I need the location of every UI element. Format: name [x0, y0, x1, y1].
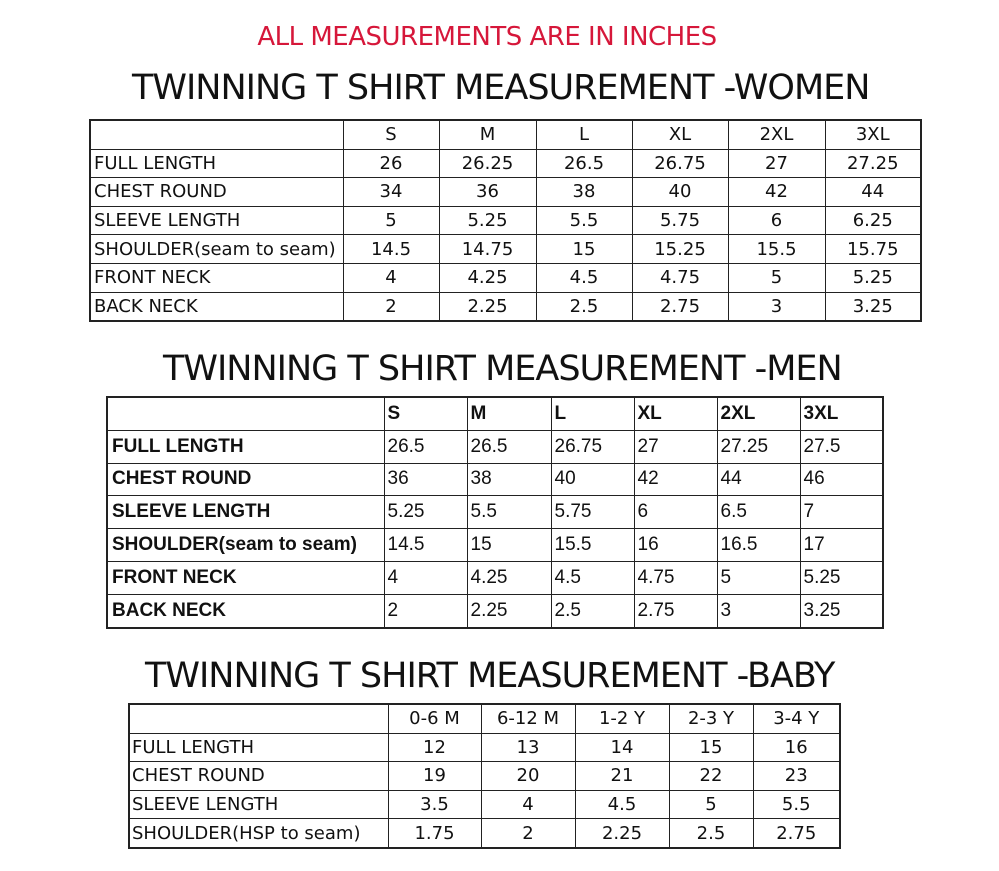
measurement-value-cell: 2.5 [669, 819, 753, 848]
size-header-cell: 0-6 M [388, 704, 481, 733]
header-corner-cell [129, 704, 388, 733]
men-title: TWINNING T SHIRT MEASUREMENT -MEN [163, 349, 842, 389]
size-header-cell: 6-12 M [481, 704, 575, 733]
header-corner-cell [107, 397, 384, 430]
measurement-value-cell: 7 [800, 496, 883, 529]
measurement-value-cell: 6 [634, 496, 717, 529]
size-header-cell: S [384, 397, 467, 430]
men-size-table [106, 396, 884, 629]
measurement-label-cell: BACK NECK [90, 292, 343, 321]
measurement-value-cell: 15 [467, 529, 551, 562]
measurement-label-cell: FRONT NECK [90, 263, 343, 292]
measurement-value-cell: 40 [551, 463, 634, 496]
measurement-value-cell: 23 [753, 762, 840, 791]
table-row [107, 529, 883, 562]
size-header-cell: 1-2 Y [575, 704, 669, 733]
measurement-value-cell: 2 [343, 292, 439, 321]
measurement-value-cell: 6.5 [717, 496, 800, 529]
measurement-value-cell: 4.25 [467, 561, 551, 594]
measurement-value-cell: 36 [384, 463, 467, 496]
measurement-value-cell: 2.25 [575, 819, 669, 848]
measurement-value-cell: 5.25 [384, 496, 467, 529]
measurement-label-cell: SHOULDER(seam to seam) [107, 529, 384, 562]
table-row [90, 206, 921, 235]
measurement-value-cell: 3 [717, 594, 800, 627]
measurement-value-cell: 4.5 [551, 561, 634, 594]
measurement-value-cell: 36 [439, 178, 536, 207]
measurement-value-cell: 26.75 [551, 430, 634, 463]
measurement-value-cell: 5 [669, 790, 753, 819]
measurement-value-cell: 3 [728, 292, 825, 321]
measurement-value-cell: 17 [800, 529, 883, 562]
measurement-label-cell: SLEEVE LENGTH [90, 206, 343, 235]
measurement-value-cell: 5.75 [632, 206, 728, 235]
measurement-value-cell: 13 [481, 733, 575, 762]
size-header-cell: 2-3 Y [669, 704, 753, 733]
measurement-value-cell: 14.5 [343, 235, 439, 264]
measurement-value-cell: 5.5 [467, 496, 551, 529]
size-header-cell: L [551, 397, 634, 430]
measurement-label-cell: CHEST ROUND [107, 463, 384, 496]
measurement-value-cell: 15 [536, 235, 632, 264]
measurement-label-cell: FRONT NECK [107, 561, 384, 594]
size-header-cell: 2XL [717, 397, 800, 430]
size-header-cell: XL [634, 397, 717, 430]
measurement-value-cell: 27 [728, 149, 825, 178]
measurement-label-cell: SHOULDER(HSP to seam) [129, 819, 388, 848]
measurement-value-cell: 15 [669, 733, 753, 762]
size-header-cell: M [467, 397, 551, 430]
table-row [129, 790, 840, 819]
measurement-value-cell: 15.5 [551, 529, 634, 562]
measurement-value-cell: 6.25 [825, 206, 921, 235]
measurement-label-cell: BACK NECK [107, 594, 384, 627]
measurement-value-cell: 5.25 [800, 561, 883, 594]
size-header-cell: XL [632, 120, 728, 149]
women-title: TWINNING T SHIRT MEASUREMENT -WOMEN [132, 68, 870, 108]
measurement-value-cell: 27 [634, 430, 717, 463]
measurement-value-cell: 2.5 [536, 292, 632, 321]
measurement-value-cell: 16.5 [717, 529, 800, 562]
table-row [90, 263, 921, 292]
measurement-value-cell: 2 [384, 594, 467, 627]
measurement-value-cell: 5.25 [439, 206, 536, 235]
size-header-cell: 2XL [728, 120, 825, 149]
measurement-value-cell: 2.5 [551, 594, 634, 627]
header-corner-cell [90, 120, 343, 149]
measurement-value-cell: 2.25 [467, 594, 551, 627]
table-row [107, 430, 883, 463]
measurement-value-cell: 4 [384, 561, 467, 594]
size-header-cell: 3-4 Y [753, 704, 840, 733]
table-row [107, 561, 883, 594]
measurement-value-cell: 4.75 [634, 561, 717, 594]
measurement-value-cell: 40 [632, 178, 728, 207]
table-row [90, 149, 921, 178]
measurement-value-cell: 1.75 [388, 819, 481, 848]
measurement-label-cell: FULL LENGTH [90, 149, 343, 178]
measurement-label-cell: FULL LENGTH [107, 430, 384, 463]
measurement-value-cell: 26.25 [439, 149, 536, 178]
table-row [107, 463, 883, 496]
table-row [129, 762, 840, 791]
measurement-value-cell: 15.75 [825, 235, 921, 264]
baby-title: TWINNING T SHIRT MEASUREMENT -BABY [145, 656, 835, 696]
measurement-value-cell: 5.75 [551, 496, 634, 529]
table-header-row [90, 120, 921, 149]
measurement-value-cell: 2.25 [439, 292, 536, 321]
table-row [107, 594, 883, 627]
measurement-label-cell: SLEEVE LENGTH [107, 496, 384, 529]
measurement-value-cell: 5.25 [825, 263, 921, 292]
table-row [90, 292, 921, 321]
measurement-value-cell: 34 [343, 178, 439, 207]
measurement-value-cell: 14 [575, 733, 669, 762]
measurement-value-cell: 4.75 [632, 263, 728, 292]
measurement-value-cell: 42 [634, 463, 717, 496]
measurement-value-cell: 46 [800, 463, 883, 496]
women-size-table [89, 119, 922, 322]
measurement-value-cell: 20 [481, 762, 575, 791]
measurement-value-cell: 4.25 [439, 263, 536, 292]
size-header-cell: M [439, 120, 536, 149]
size-header-cell: S [343, 120, 439, 149]
measurement-value-cell: 5 [717, 561, 800, 594]
measurement-value-cell: 2.75 [632, 292, 728, 321]
measurement-value-cell: 27.25 [825, 149, 921, 178]
measurement-value-cell: 27.25 [717, 430, 800, 463]
measurement-value-cell: 26 [343, 149, 439, 178]
measurement-value-cell: 3.5 [388, 790, 481, 819]
units-notice: ALL MEASUREMENTS ARE IN INCHES [257, 22, 717, 52]
measurement-value-cell: 3.25 [825, 292, 921, 321]
measurement-value-cell: 15.5 [728, 235, 825, 264]
measurement-value-cell: 26.5 [467, 430, 551, 463]
measurement-value-cell: 16 [753, 733, 840, 762]
measurement-value-cell: 5 [343, 206, 439, 235]
measurement-value-cell: 44 [717, 463, 800, 496]
measurement-value-cell: 21 [575, 762, 669, 791]
size-header-cell: 3XL [800, 397, 883, 430]
measurement-value-cell: 22 [669, 762, 753, 791]
table-header-row [107, 397, 883, 430]
measurement-value-cell: 38 [467, 463, 551, 496]
measurement-value-cell: 14.5 [384, 529, 467, 562]
measurement-value-cell: 16 [634, 529, 717, 562]
measurement-value-cell: 2.75 [634, 594, 717, 627]
measurement-value-cell: 5.5 [753, 790, 840, 819]
measurement-label-cell: SLEEVE LENGTH [129, 790, 388, 819]
measurement-value-cell: 4 [481, 790, 575, 819]
table-header-row [129, 704, 840, 733]
table-row [90, 235, 921, 264]
table-row [107, 496, 883, 529]
measurement-value-cell: 27.5 [800, 430, 883, 463]
measurement-value-cell: 5 [728, 263, 825, 292]
table-row [129, 819, 840, 848]
measurement-value-cell: 42 [728, 178, 825, 207]
measurement-label-cell: CHEST ROUND [129, 762, 388, 791]
measurement-value-cell: 12 [388, 733, 481, 762]
measurement-label-cell: CHEST ROUND [90, 178, 343, 207]
measurement-value-cell: 4.5 [536, 263, 632, 292]
measurement-value-cell: 26.5 [536, 149, 632, 178]
measurement-value-cell: 26.5 [384, 430, 467, 463]
measurement-value-cell: 38 [536, 178, 632, 207]
measurement-value-cell: 44 [825, 178, 921, 207]
measurement-value-cell: 4 [343, 263, 439, 292]
size-header-cell: L [536, 120, 632, 149]
measurement-label-cell: SHOULDER(seam to seam) [90, 235, 343, 264]
measurement-value-cell: 26.75 [632, 149, 728, 178]
size-header-cell: 3XL [825, 120, 921, 149]
measurement-value-cell: 6 [728, 206, 825, 235]
measurement-value-cell: 3.25 [800, 594, 883, 627]
measurement-value-cell: 5.5 [536, 206, 632, 235]
baby-size-table [128, 703, 841, 849]
measurement-value-cell: 19 [388, 762, 481, 791]
measurement-value-cell: 2 [481, 819, 575, 848]
measurement-value-cell: 15.25 [632, 235, 728, 264]
table-row [129, 733, 840, 762]
measurement-value-cell: 2.75 [753, 819, 840, 848]
measurement-value-cell: 14.75 [439, 235, 536, 264]
table-row [90, 178, 921, 207]
measurement-label-cell: FULL LENGTH [129, 733, 388, 762]
measurement-value-cell: 4.5 [575, 790, 669, 819]
